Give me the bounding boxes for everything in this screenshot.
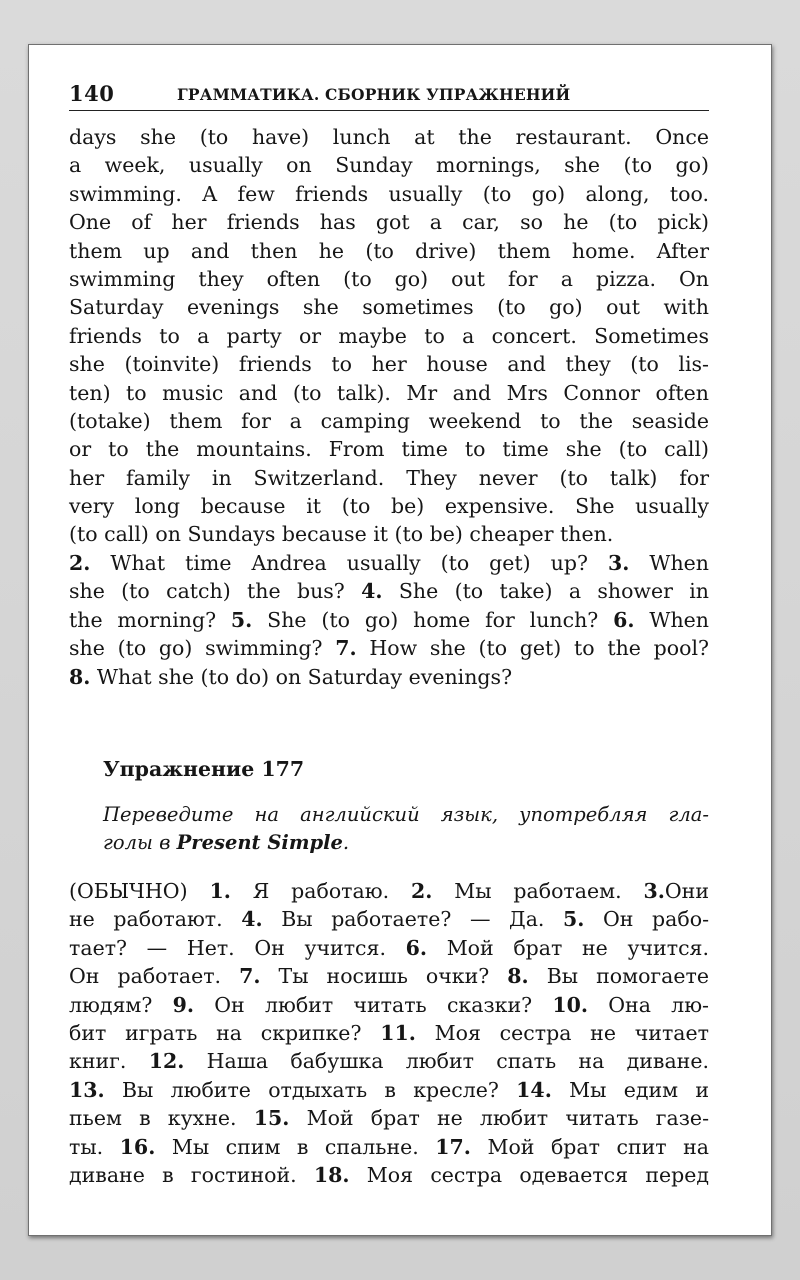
item-number: 11.: [380, 1020, 416, 1045]
text-run: диване в гостиной.: [69, 1162, 314, 1187]
text-run: ты.: [69, 1134, 120, 1159]
item-number: 5.: [563, 907, 585, 932]
item-number: 17.: [435, 1134, 471, 1159]
text-line: her family in Switzerland. They never (to talk) for: [69, 465, 709, 490]
text-run: людям?: [69, 992, 173, 1017]
item-number: Present Simple: [176, 831, 343, 855]
text-line: Saturday evenings she sometimes (to go) out with: [69, 295, 709, 320]
text-line: swimming. A few friends usually (to go) along, too.: [69, 181, 709, 206]
item-number: 18.: [313, 1162, 350, 1187]
text-line: days she (to have) lunch at the restaurant. Once: [69, 125, 709, 149]
item-number: 16.: [119, 1134, 156, 1159]
text-run: Я работаю.: [230, 879, 411, 903]
item-number: 6.: [405, 935, 428, 960]
item-number: 2.: [410, 879, 433, 903]
item-number: 3.: [607, 551, 630, 575]
text-run: голы в: [103, 831, 177, 855]
text-run: Он любит читать сказки?: [194, 992, 553, 1017]
text-line: [103, 829, 709, 857]
text-line: or to the mountains. From time to time she (to call): [69, 437, 709, 462]
text-run: She (to go) home for lunch?: [252, 607, 614, 632]
text-run: What time Andrea usually (to get) up?: [90, 551, 608, 575]
text-run: бит играть на скрипке?: [69, 1020, 381, 1045]
exercise-instruction: [103, 801, 709, 858]
text-line: [69, 1076, 709, 1104]
text-run: Моя сестра не читает: [415, 1020, 709, 1045]
book-title: ГРАММАТИКА. СБОРНИК УПРАЖНЕНИЙ: [177, 85, 571, 104]
paragraph-exercise-176-questions: [69, 549, 709, 691]
text-line: very long because it (to be) expensive. She usually: [69, 494, 709, 519]
text-run: Наша бабушка любит спать на диване.: [184, 1049, 709, 1074]
book-page: [28, 44, 772, 1236]
item-number: 8.: [507, 964, 529, 989]
text-run: Мы едим и: [551, 1077, 709, 1102]
text-run: Мой брат не любит читать газе-: [289, 1106, 709, 1131]
text-run: she (to go) swimming?: [69, 636, 336, 661]
item-number: 6.: [613, 607, 635, 632]
text-line: a week, usually on Sunday mornings, she (to go): [69, 153, 709, 178]
item-number: 3.: [643, 879, 665, 903]
text-run: пьем в кухне.: [69, 1106, 254, 1131]
text-line: [69, 663, 709, 691]
text-run: (ОБЫЧНО): [69, 879, 210, 903]
text-line: [69, 1133, 709, 1161]
text-run: When: [629, 551, 709, 575]
text-line: One of her friends has got a car, so he (to pick): [69, 210, 709, 235]
item-number: 14.: [516, 1077, 552, 1102]
text-line: [103, 801, 709, 829]
text-line: ten) to music and (to talk). Mr and Mrs Connor often: [69, 380, 709, 405]
text-run: Мы работаем.: [432, 879, 644, 903]
text-run: Переведите на английский язык, употребляя гла-: [103, 803, 709, 826]
text-run: книг.: [69, 1049, 149, 1074]
text-line: [69, 877, 709, 905]
text-run: Моя сестра одевается перед: [349, 1162, 710, 1187]
text-run: How she (to get) to the pool?: [356, 636, 710, 661]
page-number: 140: [69, 81, 115, 106]
text-run: She (to take) a shower in: [382, 579, 709, 604]
running-head: [69, 81, 709, 111]
text-line: them up and then he (to drive) them home. After: [69, 238, 709, 263]
text-line: [69, 991, 709, 1019]
text-line: [69, 549, 709, 577]
text-line: [69, 1019, 709, 1047]
text-line: [69, 1047, 709, 1075]
text-run: Мой брат спит на: [470, 1134, 709, 1159]
text-line: [69, 634, 709, 662]
item-number: 12.: [148, 1049, 185, 1074]
text-run: Он рабо-: [584, 907, 709, 932]
text-run: тает? — Нет. Он учится.: [69, 935, 406, 960]
text-run: Она лю-: [588, 992, 709, 1017]
text-run: When: [634, 607, 709, 632]
text-run: the morning?: [69, 607, 231, 632]
text-run: Ты носишь очки?: [260, 964, 508, 989]
exercise-177-body: [69, 877, 709, 1189]
text-line: [69, 577, 709, 605]
text-line: [69, 962, 709, 990]
item-number: 7.: [239, 964, 261, 989]
text-line: friends to a party or maybe to a concert. Sometimes: [69, 323, 709, 348]
text-run: Вы работаете? — Да.: [262, 907, 564, 932]
text-run: Мой брат не учится.: [427, 935, 709, 960]
text-line: she (toinvite) friends to her house and they (to lis-: [69, 352, 709, 377]
item-number: 13.: [69, 1077, 105, 1102]
text-run: Вы любите отдыхать в кресле?: [104, 1077, 517, 1102]
text-run: Он работает.: [69, 964, 240, 989]
text-run: What she (to do) on Saturday evenings?: [90, 664, 513, 689]
paragraph-exercise-176-text: [69, 123, 709, 549]
text-run: she (to catch) the bus?: [69, 579, 362, 604]
text-run: Они: [664, 879, 709, 903]
text-run: не работают.: [69, 907, 242, 932]
text-run: .: [342, 831, 350, 855]
text-run: Вы помогаете: [528, 964, 709, 989]
exercise-heading: Упражнение 177: [103, 757, 305, 781]
item-number: 4.: [241, 907, 263, 932]
text-line: [69, 1161, 709, 1189]
item-number: 7.: [335, 636, 357, 661]
item-number: 5.: [230, 607, 253, 632]
item-number: 10.: [552, 992, 589, 1017]
text-line: (to call) on Sundays because it (to be) cheaper then.: [69, 522, 614, 547]
text-line: [69, 905, 709, 933]
item-number: 9.: [172, 992, 195, 1017]
text-line: [69, 934, 709, 962]
text-line: swimming they often (to go) out for a pizza. On: [69, 266, 709, 291]
text-line: (totake) them for a camping weekend to the seaside: [69, 408, 709, 433]
text-run: Мы спим в спальне.: [155, 1134, 436, 1159]
item-number: 1.: [209, 879, 231, 903]
item-number: 2.: [69, 551, 91, 575]
item-number: 4.: [361, 579, 383, 604]
text-line: [69, 606, 709, 634]
item-number: 15.: [253, 1106, 290, 1131]
item-number: 8.: [69, 664, 91, 689]
text-line: [69, 1104, 709, 1132]
